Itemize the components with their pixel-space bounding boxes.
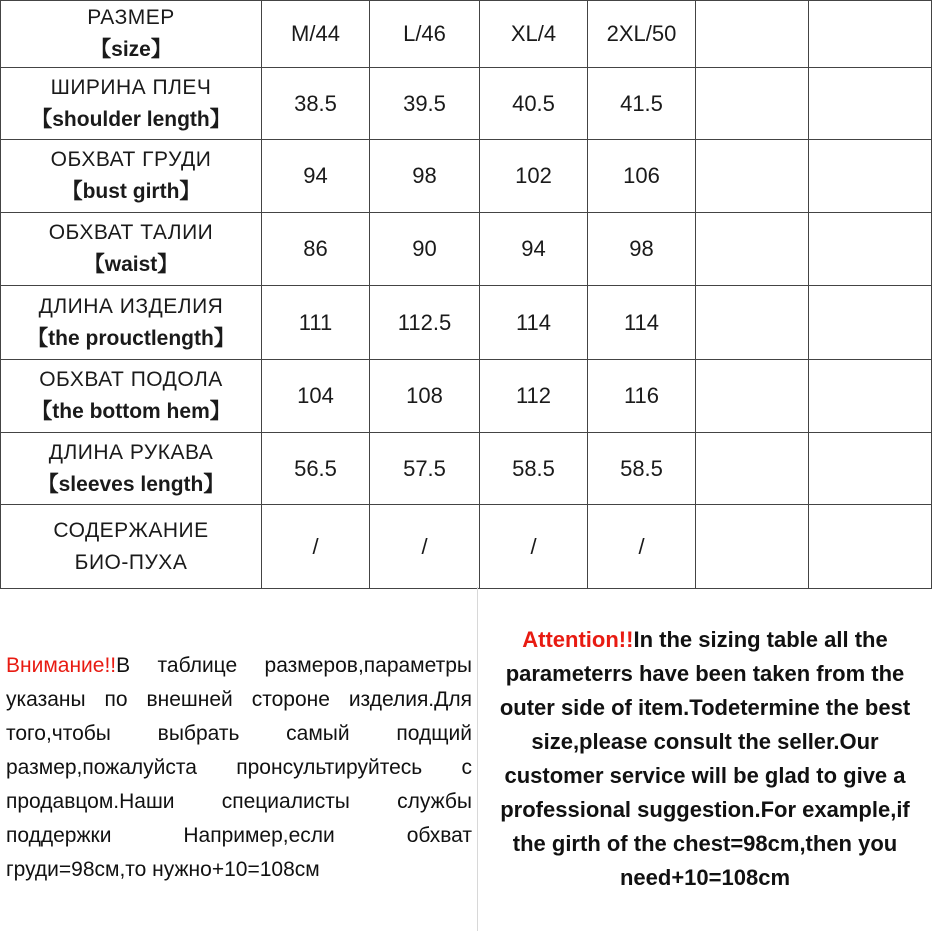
note-russian <box>6 649 472 887</box>
row-label <box>1 68 262 140</box>
table-cell <box>809 68 932 140</box>
row-label <box>1 286 262 360</box>
table-cell: / <box>370 505 480 589</box>
size-header-cell: M/44 <box>262 1 370 68</box>
table-cell: 111 <box>262 286 370 360</box>
table-cell: 98 <box>370 140 480 213</box>
table-cell <box>696 140 809 213</box>
note-english <box>482 623 928 895</box>
table-cell: 39.5 <box>370 68 480 140</box>
label-ru: ДЛИНА ИЗДЕЛИЯ <box>38 294 224 318</box>
label-ru: РАЗМЕР <box>87 6 175 29</box>
table-cell: 58.5 <box>480 433 588 505</box>
label-en: 【the bottom hem】 <box>31 400 231 423</box>
label-ru: ДЛИНА РУКАВА <box>48 440 214 464</box>
label-ru: СОДЕРЖАНИЕ <box>53 518 209 542</box>
row-label <box>1 505 262 589</box>
table-cell: / <box>588 505 696 589</box>
table-cell <box>696 433 809 505</box>
table-cell: 90 <box>370 213 480 286</box>
table-cell: 41.5 <box>588 68 696 140</box>
table-cell: 86 <box>262 213 370 286</box>
table-row <box>1 213 932 286</box>
table-cell: 58.5 <box>588 433 696 505</box>
label-en: 【waist】 <box>83 253 179 276</box>
table-cell: 57.5 <box>370 433 480 505</box>
size-header-cell: XL/4 <box>480 1 588 68</box>
table-row <box>1 360 932 433</box>
table-row <box>1 140 932 213</box>
table-cell: / <box>262 505 370 589</box>
size-header-cell <box>696 1 809 68</box>
label-ru: ОБХВАТ ПОДОЛА <box>39 368 223 391</box>
attention-label-en: Attention!! <box>522 627 634 652</box>
size-header-cell: 2XL/50 <box>588 1 696 68</box>
size-header-cell <box>809 1 932 68</box>
table-cell: / <box>480 505 588 589</box>
table-cell <box>809 360 932 433</box>
table-cell <box>809 213 932 286</box>
label-en: 【sleeves length】 <box>37 472 225 496</box>
label-ru-second-line: БИО-ПУХА <box>74 550 188 574</box>
table-cell: 98 <box>588 213 696 286</box>
table-cell: 40.5 <box>480 68 588 140</box>
table-cell <box>809 140 932 213</box>
label-en: 【shoulder length】 <box>31 107 231 131</box>
table-cell <box>696 213 809 286</box>
note-text-ru: В таблице размеров,параметры указаны по внешней стороне изделия.Для того,чтобы выбрать самый подщий размер,пожалуйста пронсультируйтесь с продавцом.Наши специалисты службы поддержки Например,если обхват груди=98см,то нужно+10=108см <box>6 654 472 881</box>
row-label <box>1 360 262 433</box>
row-label <box>1 433 262 505</box>
label-en: 【size】 <box>90 38 172 61</box>
table-cell <box>696 505 809 589</box>
notes-divider <box>477 587 478 931</box>
table-cell <box>809 505 932 589</box>
label-en: 【the prouctlength】 <box>27 326 235 350</box>
table-cell: 116 <box>588 360 696 433</box>
table-cell <box>696 286 809 360</box>
table-cell: 94 <box>262 140 370 213</box>
table-cell: 56.5 <box>262 433 370 505</box>
table-cell: 114 <box>480 286 588 360</box>
table-row <box>1 286 932 360</box>
table-cell: 94 <box>480 213 588 286</box>
table-cell: 106 <box>588 140 696 213</box>
table-header-row <box>1 1 932 68</box>
table-cell: 102 <box>480 140 588 213</box>
attention-label-ru: Внимание!! <box>6 654 117 677</box>
table-cell <box>696 68 809 140</box>
label-en: 【bust girth】 <box>61 180 201 203</box>
table-cell: 104 <box>262 360 370 433</box>
notes-section <box>0 587 932 931</box>
table-cell: 112 <box>480 360 588 433</box>
size-header-label <box>1 1 262 68</box>
table-cell: 114 <box>588 286 696 360</box>
table-row <box>1 505 932 589</box>
table-row <box>1 433 932 505</box>
label-ru: ШИРИНА ПЛЕЧ <box>50 75 212 99</box>
table-cell <box>809 286 932 360</box>
row-label <box>1 140 262 213</box>
size-header-cell: L/46 <box>370 1 480 68</box>
label-ru: ОБХВАТ ТАЛИИ <box>48 221 214 244</box>
table-cell <box>809 433 932 505</box>
table-cell: 38.5 <box>262 68 370 140</box>
note-text-en: In the sizing table all the parameterrs have been taken from the outer side of item.Todetermine the best size,please consult the seller.Our customer service will be glad to give a professional suggestion.For example,if the girth of the chest=98cm,then you need+10=108cm <box>499 627 911 890</box>
table-cell <box>696 360 809 433</box>
table-row <box>1 68 932 140</box>
table-cell: 112.5 <box>370 286 480 360</box>
row-label <box>1 213 262 286</box>
label-ru: ОБХВАТ ГРУДИ <box>50 148 212 171</box>
table-cell: 108 <box>370 360 480 433</box>
